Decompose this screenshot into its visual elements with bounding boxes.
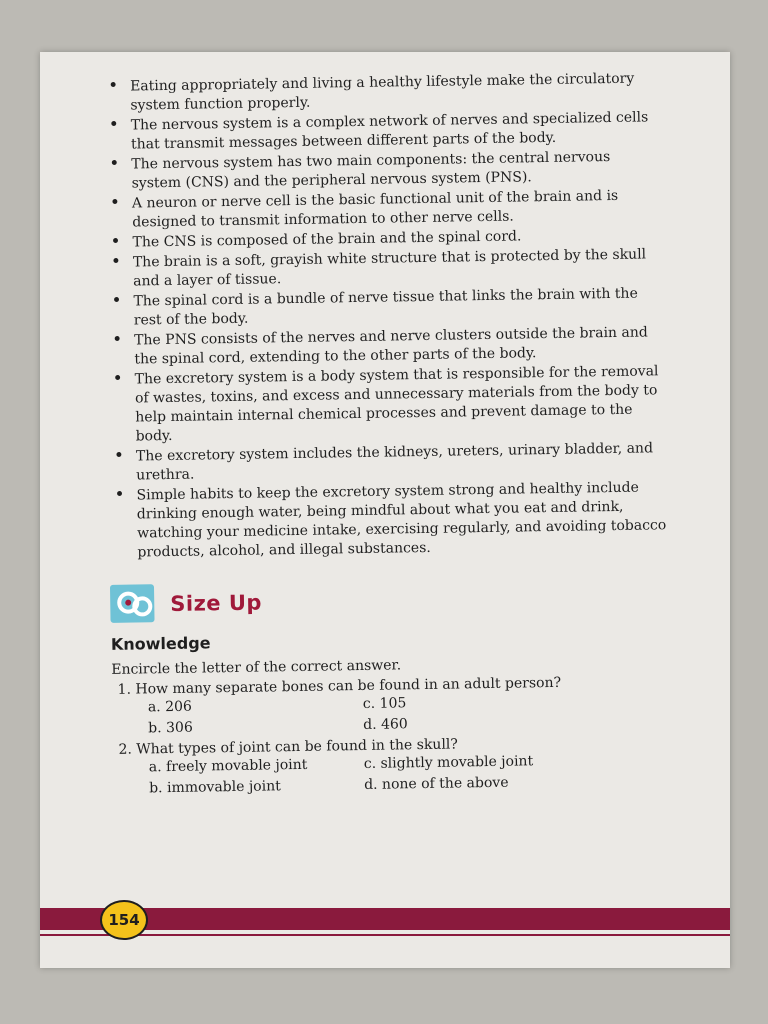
page-number-badge: 154: [100, 900, 148, 940]
section-title: Size Up: [170, 590, 263, 616]
list-item: • The excretory system includes the kidneys, ureters, urinary bladder, and urethra.: [108, 439, 669, 486]
list-item: • The nervous system is a complex network of nerves and specialized cells that transmit messages between different parts of the body.: [103, 108, 664, 155]
list-item: • The CNS is composed of the brain and the spinal cord.: [104, 225, 664, 253]
option-b: b. immovable joint: [149, 778, 281, 797]
option-c: c. slightly movable joint: [363, 753, 534, 772]
question-1: 1. How many separate bones can be found in an adult person?: [117, 674, 562, 698]
list-item: • The PNS consists of the nerves and nerve clusters outside the brain and the spinal cord, extending to the other parts of the body.: [106, 323, 667, 370]
size-up-header: [110, 576, 671, 625]
list-item: • Simple habits to keep the excretory system strong and healthy include drinking enough water, being mindful about what you eat and drink, watching your medicine intake, exercising regularly, and avoiding tobacco products, alcohol, and illegal substances.: [108, 478, 669, 563]
instruction-text: Encircle the letter of the correct answer.: [111, 657, 402, 678]
question-2: 2. What types of joint can be found in the skull?: [118, 736, 458, 758]
list-item: • The spinal cord is a bundle of nerve tissue that links the brain with the rest of the body.: [105, 284, 666, 331]
option-a: a. freely movable joint: [148, 756, 308, 776]
size-up-icon: [110, 584, 163, 625]
list-item: • The excretory system is a body system that is responsible for the removal of wastes, toxins, and excess and unnecessary materials from the body to help maintain internal chemical processes and prevent damage to the body.: [107, 362, 668, 447]
option-c: c. 105: [362, 695, 407, 712]
list-item: • Eating appropriately and living a healthy lifestyle make the circulatory system function properly.: [102, 69, 663, 116]
option-b: b. 306: [148, 719, 193, 737]
summary-list: [102, 69, 670, 563]
option-d: d. 460: [363, 716, 408, 733]
question-1-options: [112, 689, 673, 740]
question-2-options: [113, 749, 674, 800]
footer-divider: [40, 934, 730, 936]
page-content: [102, 69, 673, 800]
list-item: • A neuron or nerve cell is the basic functional unit of the brain and is designed to transmit information to other nerve cells.: [104, 186, 665, 233]
list-item: • The brain is a soft, grayish white structure that is protected by the skull and a layer of tissue.: [105, 245, 666, 292]
option-d: d. none of the above: [364, 774, 509, 793]
knowledge-heading: Knowledge: [110, 633, 211, 654]
list-item: • The nervous system has two main components: the central nervous system (CNS) and the peripheral nervous system (PNS).: [103, 147, 664, 194]
option-a: a. 206: [147, 698, 192, 716]
